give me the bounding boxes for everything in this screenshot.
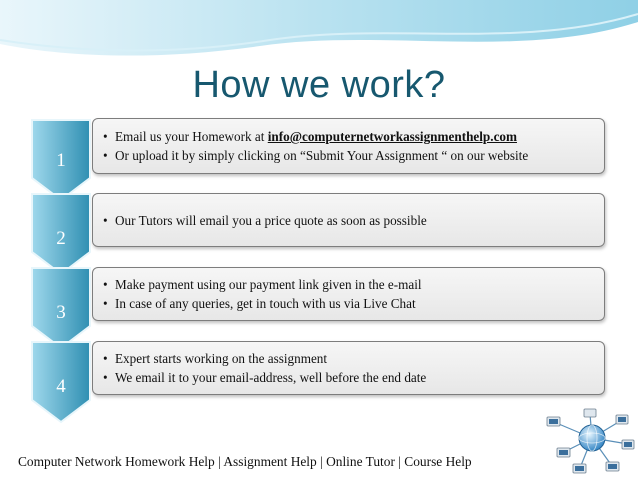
step-1-item-1: • Email us your Homework at info@computernetworkassignmenthelp.com bbox=[103, 129, 517, 144]
step-2-item-1: • Our Tutors will email you a price quote as soon as possible bbox=[103, 212, 427, 228]
step-1-item-2: • Or upload it by simply clicking on “Submit Your Assignment “ on our website bbox=[103, 148, 529, 163]
step-4-item-1: • Expert starts working on the assignment bbox=[103, 351, 328, 366]
step-3-number: 3 bbox=[56, 302, 66, 323]
footer-text: Computer Network Homework Help | Assignment Help | Online Tutor | Course Help bbox=[18, 454, 472, 469]
step-3-box bbox=[92, 267, 605, 321]
step-4-number: 4 bbox=[56, 376, 66, 397]
step-4-box bbox=[92, 341, 605, 395]
step-2-box bbox=[92, 193, 605, 247]
page-title: How we work? bbox=[192, 64, 446, 106]
step-2-number: 2 bbox=[56, 228, 66, 249]
contact-email-link[interactable]: info@computernetworkassignmenthelp.com bbox=[267, 129, 517, 144]
step-4-item-2: • We email it to your email-address, well before the end date bbox=[103, 370, 427, 385]
step-3-item-2: • In case of any queries, get in touch with us via Live Chat bbox=[103, 296, 416, 311]
step-1-number: 1 bbox=[56, 150, 66, 171]
step-1-box bbox=[92, 118, 605, 174]
network-globe-icon bbox=[540, 408, 636, 478]
step-3-item-1: • Make payment using our payment link given in the e-mail bbox=[103, 277, 422, 292]
